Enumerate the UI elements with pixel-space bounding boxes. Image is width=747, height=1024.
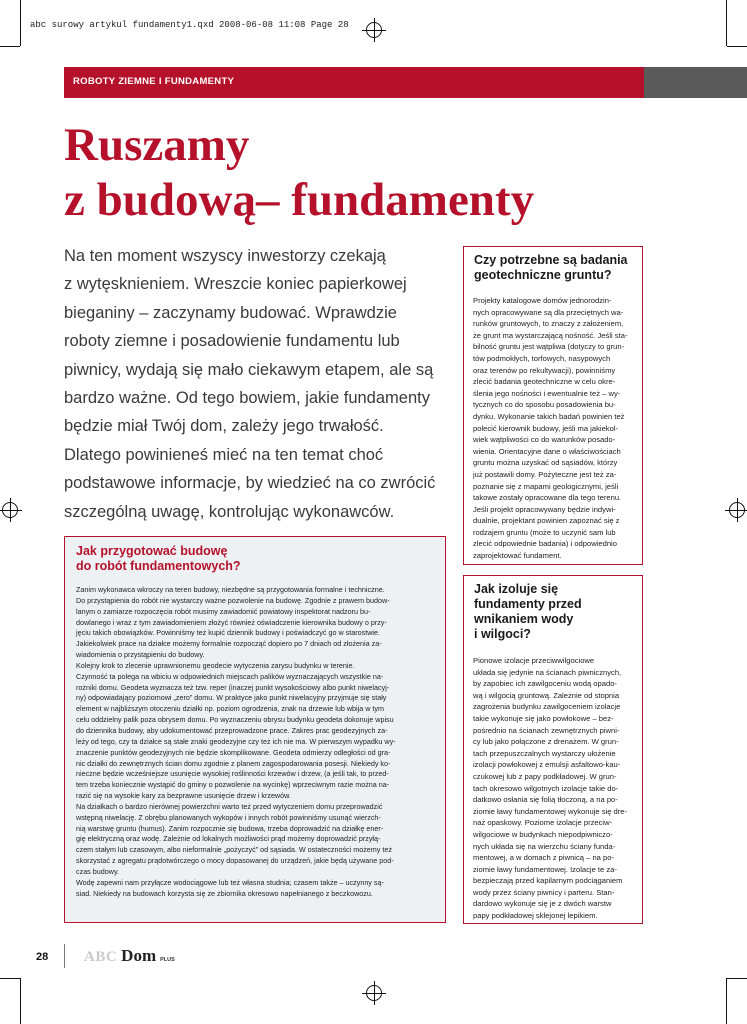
box-title-line: i wilgoci? (474, 627, 531, 641)
lead-line: bardzo ważne. Od tego bowiem, jakie fundamenty (64, 389, 430, 408)
lead-line: Na ten moment wszyscy inwestorzy czekają (64, 247, 386, 265)
sidebar-box-preparation (64, 536, 446, 923)
body-line: zagrożenia budynku zawilgoceniem izolacje (473, 702, 621, 712)
lead-line: podstawowe informacje, by wiedzieć na co zwrócić (64, 474, 436, 493)
folio-divider (64, 944, 65, 968)
body-line: znaczenie punktów geodezyjnych nie będzie skomplikowane. Geodeta odmierzy odległości od gra- (76, 747, 391, 757)
body-line: rodzajem gruntu (może to uczynić sam lub (473, 527, 616, 537)
body-line: wilgociowe w budynkach niepodpiwniczo- (473, 829, 613, 839)
body-line: tach przepuszczalnych wystarczy ułożenie (473, 748, 616, 758)
registration-mark-top (366, 22, 382, 38)
body-line: takie wykonuje się jako powłokowe – bez- (473, 713, 614, 723)
body-line: runków gruntowych, to znaczy z założeniem, (473, 319, 624, 329)
body-line: ślenia jego nośności i ewentualnie też – wy- (473, 388, 621, 398)
box-title-line: geotechniczne gruntu? (474, 268, 612, 282)
lead-line: szczególną uwagę, kontrolując wykonawców. (64, 502, 395, 521)
box-title-line: do robót fundamentowych? (76, 559, 241, 573)
headline-line: Ruszamy (64, 119, 250, 171)
body-line: gruntu można uzyskać od sąsiadów, którzy (473, 458, 618, 468)
body-line: pośrednio na ścianach zewnętrznych piwni- (473, 725, 620, 735)
body-line: skorzystać z agregatu prądotwórczego o mocy dopasowanej do urządzeń, jakie będą używane pod- (76, 856, 394, 866)
body-line: dowlanego i wraz z tym zawiadomieniem złożyć również oświadczenie kierownika budowy o przy- (76, 617, 387, 627)
body-line: naż opaskowy. Poziome izolacje przeciw- (473, 818, 613, 828)
body-line: oraz terenów po rekultywacji), powinniśmy (473, 365, 616, 375)
body-line: razić się na wysokie kary za bezprawne usunięcie drzew i krzewów. (76, 791, 291, 801)
body-line: Projekty katalogowe domów jednorodzin- (473, 296, 612, 305)
box-title-line: Jak przygotować budowę (76, 544, 228, 558)
body-line: lanym o zamiarze rozpoczęcia robót musimy zawiadomić powiatowy inspektorat nadzoru bu- (76, 606, 371, 616)
section-band-accent (644, 67, 747, 98)
crop-mark-top-left (20, 0, 21, 46)
brand-logo (84, 946, 175, 966)
brand-plus: PLUS (160, 957, 175, 963)
body-line: izolacji powłokowej z emulsji asfaltowo-kau- (473, 760, 621, 770)
body-line: ziomie ławy fundamentowej. Izolacje te za- (473, 864, 617, 874)
body-line: zlecić badania geotechniczne w celu okre- (473, 377, 616, 387)
body-line: tów podmokłych, torfowych, nasypowych (473, 353, 611, 363)
body-line: nią warstwę gruntu (humus). Zanim rozpocznie się budowa, trzeba doprowadzić na działkę ener- (76, 823, 384, 833)
headline-line: z budową– fundamenty (64, 174, 535, 226)
crop-mark-bottom-left (20, 978, 21, 1024)
body-line: nych układa się na wierzchu ściany funda- (473, 841, 616, 851)
crop-mark-top-right (726, 0, 727, 46)
lead-line: będzie miał Twój dom, zależy jego trwałość. (64, 417, 384, 436)
registration-mark-bottom (366, 985, 382, 1001)
body-line: dardowo wykonuje się je z dwóch warstw (473, 899, 612, 909)
body-line: gię elektryczną oraz wodę. Zależnie od lokalnych możliwości prąd możemy doprowadzić przyłą- (76, 834, 381, 844)
body-line: Zanim wykonawca wkroczy na teren budowy, niezbędne są przygotowania formalne i techniczne. (76, 585, 385, 594)
body-line: zaprojektować fundament. (473, 551, 562, 561)
box-title-line: Jak izoluje się (474, 582, 559, 596)
body-line: cy lub jako połączone z drenażem. W grun- (473, 737, 619, 747)
article-headline (64, 118, 664, 228)
body-line: papy podkładowej sklejonej lepikiem. (473, 911, 598, 921)
body-line: Pionowe izolacje przeciwwilgociowe (473, 656, 595, 665)
body-line: celu oddzielny palik poza obrysem domu. Po wyznaczeniu obrysu budynku geodeta dokonuje wpisu (76, 715, 394, 725)
lead-paragraph (64, 242, 444, 526)
body-line: Kolejny krok to zlecenie uprawnionemu geodecie wytyczenia zarysu budynku w terenie. (76, 660, 355, 670)
body-line: Czynność ta polega na wbiciu w odpowiednich miejscach palików wyznaczających wszystkie na- (76, 671, 384, 681)
body-line: wą i wilgocią gruntową. Zależnie od stopnia (473, 690, 620, 700)
body-line: czas budowy. (76, 866, 120, 876)
body-line: bilność gruntu jest wątpliwa (dotyczy to grun- (473, 342, 625, 352)
page-number: 28 (36, 951, 49, 963)
body-line: nieczne będzie wcześniejsze usunięcie wysokiej roślinności krzewów i drzew, (a jeśli tak, to przed- (76, 769, 389, 779)
body-line: mentowej, a w domach z piwnicą – na po- (473, 853, 614, 863)
body-line: wody przez ściany piwnicy i parteru. Stan- (473, 887, 615, 897)
body-line: tycznych co do sposobu posadowienia bu- (473, 400, 616, 410)
body-line: Jakiekolwiek prace na działce możemy formalnie rozpocząć dopiero po 7 dniach od złożenia za- (76, 639, 382, 649)
body-line: datkowo osłania się folią tłoczoną, a na po- (473, 795, 618, 805)
crop-mark-top-right-h (727, 46, 747, 47)
sidebar-box-geotechnical (463, 246, 643, 565)
sidebar-box-body (473, 295, 627, 562)
sidebar-box-title (474, 582, 582, 642)
lead-line: roboty ziemne i posadowienie fundamentu lub (64, 332, 400, 351)
body-line: leży od tego, czy ta działce są stałe znaki geodezyjne czy też ich nie ma. W pierwszym wypadku wy- (76, 736, 396, 746)
body-line: tem trzeba koniecznie wystąpić do gminy o pozwolenie na wycinkę) wprzeciwnym razie można na- (76, 780, 390, 790)
body-line: rożniki domu. Geodeta wyznacza też tzw. reper (inaczej punkt wysokościowy albo punkt niwelacyj- (76, 682, 390, 692)
body-line: czukowej lub z papy podkładowej. W grun- (473, 771, 617, 781)
body-line: Jeśli projekt opracowywany będzie indywi- (473, 504, 616, 514)
body-line: że grunt ma wystarczającą nośność. Jeśli sta- (473, 330, 628, 340)
body-line: układa się jedynie na ścianach piwnicznych, (473, 667, 622, 677)
crop-mark-top-left-h (0, 46, 20, 47)
lead-line: bieganiny – zaczynamy budować. Wprawdzie (64, 303, 397, 322)
lead-line: piwnicy, wydają się mało ciekawym etapem, ale są (64, 360, 434, 379)
body-line: do dziennika budowy, aby udokumentować przeprowadzone prace. Zakres prac geodezyjnych za- (76, 725, 388, 735)
registration-mark-right (729, 502, 745, 518)
body-line: już postawili domy. Pożyteczne jest też za- (473, 469, 617, 479)
body-line: wiek wątpliwości co do warunków posado- (473, 435, 616, 445)
brand-abc: ABC (84, 949, 118, 965)
body-line: zlecić odpowiednie badania) i odpowiednio (473, 539, 617, 549)
sidebar-box-insulation (463, 575, 643, 924)
section-label: ROBOTY ZIEMNE I FUNDAMENTY (73, 76, 235, 87)
registration-mark-left (2, 502, 18, 518)
body-line: dualnie, projektant powinien zapoznać się z (473, 516, 620, 526)
lead-line: Dlatego powinieneś mieć na ten temat choć (64, 445, 384, 464)
body-line: dynku. Wykonanie takich badań powinien też (473, 411, 625, 421)
body-line: Do przystąpienia do robót nie wystarczy ważne pozwolenie na budowę. Zgodnie z prawem budow- (76, 595, 390, 605)
brand-dom: Dom (121, 946, 157, 965)
body-line: wstępną niwelację. Z obrębu planowanych wykopów i innych robót powinniśmy usunąć wierzch- (76, 812, 381, 822)
body-line: jęciu takich obowiązków. Powinniśmy też kupić dziennik budowy i poświadczyć go w starostwie. (76, 628, 381, 638)
lead-line: z wytęsknieniem. Wreszcie koniec papierkowej (64, 275, 407, 294)
body-line: wienia. Orientacyjne dane o właściwościach (473, 446, 621, 456)
body-line: ziomie ławy fundamentowej wykonuje się dre- (473, 806, 628, 816)
body-line: Na działkach o bardzo nierównej powierzchni warto też przed wytyczeniem domu przeprowadzić (76, 801, 383, 811)
sidebar-box-title (474, 253, 628, 283)
box-title-line: fundamenty przed (474, 597, 582, 611)
box-title-line: Czy potrzebne są badania (474, 253, 628, 267)
body-line: by zapobiec ich zawilgoceniu wodą opado- (473, 679, 617, 689)
box-title-line: wnikaniem wody (474, 612, 574, 626)
body-line: bezpieczają przed kapilarnym podciąganiem (473, 876, 623, 886)
body-line: polecić kierownik budowy, jeśli ma jakiekol- (473, 423, 619, 433)
crop-mark-bottom-left-h (0, 978, 20, 979)
crop-mark-bottom-right-h (727, 978, 747, 979)
crop-mark-bottom-right (726, 978, 727, 1024)
body-line: wiadomienia o przystąpieniu do budowy. (76, 650, 205, 660)
body-line: nic działki do zewnętrznych ścian domu zgodnie z planem zagospodarowania posesji. Niekiedy ko- (76, 758, 391, 768)
body-line: poznanie się z mapami geologicznymi, jeśli (473, 481, 619, 491)
slug-line: abc surowy artykul fundamenty1.qxd 2008-06-08 11:08 Page 28 (30, 20, 349, 30)
body-line: nych opracowywane są dla przeciętnych wa- (473, 307, 624, 317)
body-line: takowe zostały opracowane dla tego terenu. (473, 493, 622, 503)
body-line: czem stałym lub czasowym, albo nieformalnie „pożyczyć” od sąsiada. W ostateczności możemy też (76, 845, 392, 855)
body-line: ny) odpowiadający poziomowi „zero” domu. W praktyce jako punkt niwelacyjny przyjmuje się stały (76, 693, 387, 703)
body-line: Wodę zapewni nam przyłącze wodociągowe lub też własna studnia; czasem także – uczynny są- (76, 877, 384, 887)
body-line: element w najbliższym otoczeniu działki np. poziom ogrodzenia, znak na drzewie lub wbija w tym (76, 704, 385, 714)
body-line: siad. Niekiedy na budowach korzysta się ze zbiornika okresowo napełnianego z beczkowozu. (76, 888, 373, 898)
sidebar-box-title (76, 544, 241, 574)
body-line: tach okresowo wilgotnych izolacje takie do- (473, 783, 619, 793)
sidebar-box-body (76, 585, 396, 899)
sidebar-box-body (473, 655, 627, 922)
